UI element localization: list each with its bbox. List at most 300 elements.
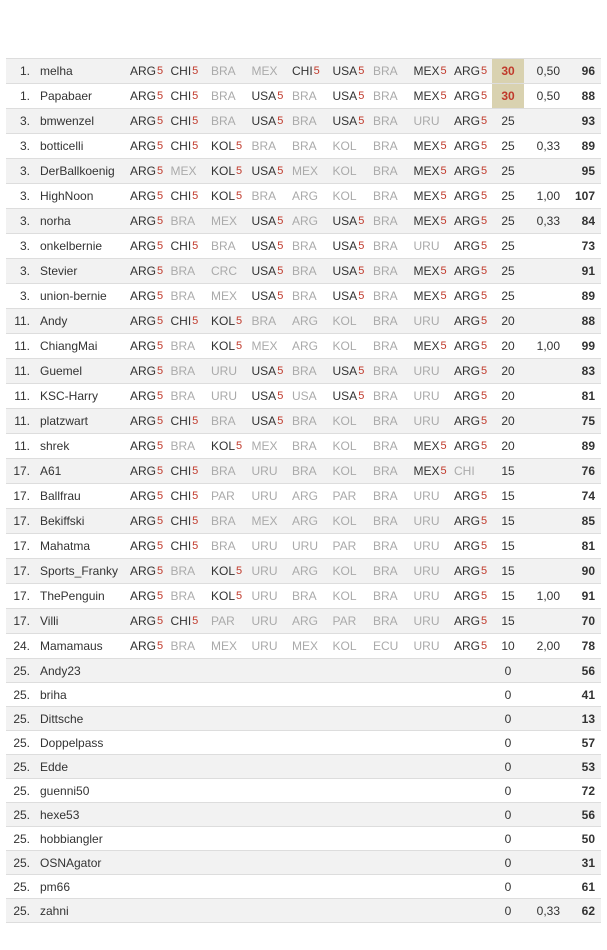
tip-cell: ARG 5 xyxy=(454,189,488,203)
tip-team: USA xyxy=(292,389,317,403)
tip-team: MEX xyxy=(211,639,238,653)
tip-cell xyxy=(171,384,211,408)
player-name-link[interactable]: botticelli xyxy=(40,139,84,153)
player-name-link[interactable]: onkelbernie xyxy=(40,239,103,253)
tip-cell: ARG 5 xyxy=(130,114,164,128)
tip-cell: USA 5 xyxy=(332,114,365,128)
points-cell: 20 xyxy=(501,364,515,378)
points-cell: 20 xyxy=(501,314,515,328)
tip-cell: USA 5 xyxy=(251,239,284,253)
bonus-cell xyxy=(532,827,560,850)
bonus-cell: 1,00 xyxy=(536,339,560,353)
tip-cell xyxy=(373,234,413,258)
tip-cell: ARG 5 xyxy=(454,439,488,453)
table-row xyxy=(6,209,601,234)
tip-cell: ARG 5 xyxy=(130,514,164,528)
tip-team: CHI xyxy=(170,414,192,428)
tip-team: BRA xyxy=(211,539,236,553)
tip-team: USA xyxy=(332,239,358,253)
table-row xyxy=(6,84,601,109)
points-cell: 15 xyxy=(501,514,515,528)
player-name-link[interactable]: Villi xyxy=(40,614,59,628)
player-name-link[interactable]: union-bernie xyxy=(40,289,107,303)
total-cell: 74 xyxy=(581,489,595,503)
tip-cell xyxy=(373,384,413,408)
points-cell: 0 xyxy=(504,711,512,726)
bonus-cell xyxy=(532,359,560,383)
tip-team: BRA xyxy=(292,364,317,378)
tip-cell xyxy=(414,359,454,383)
tip-team: BRA xyxy=(211,414,236,428)
total-cell: 89 xyxy=(581,139,595,153)
tip-team: URU xyxy=(413,114,440,128)
tip-cell xyxy=(252,559,292,583)
total-cell: 61 xyxy=(581,879,595,894)
player-name-link[interactable]: platzwart xyxy=(40,414,89,428)
tip-cell: USA 5 xyxy=(332,64,365,78)
rank-cell: 3. xyxy=(19,164,30,178)
tip-cell: CHI 5 xyxy=(170,514,199,528)
bonus-cell xyxy=(532,159,560,183)
tip-team: MEX xyxy=(413,289,440,303)
tip-team: CHI xyxy=(170,614,192,628)
tip-team: ARG xyxy=(292,314,319,328)
tip-cell: CHI 5 xyxy=(170,489,199,503)
tip-team: URU xyxy=(413,414,440,428)
tip-team: MEX xyxy=(413,464,440,478)
tip-team: ARG xyxy=(454,564,481,578)
tip-cell xyxy=(292,134,332,158)
tip-cell xyxy=(333,584,373,608)
tip-cell xyxy=(292,584,332,608)
tip-cell xyxy=(252,534,292,558)
total-cell: 70 xyxy=(581,614,595,628)
tip-cell xyxy=(414,509,454,533)
points-cell: 25 xyxy=(501,239,515,253)
tip-cell xyxy=(292,309,332,333)
player-name-link[interactable]: Sports_Franky xyxy=(40,564,119,578)
tip-team: BRA xyxy=(170,589,196,603)
tip-team: BRA xyxy=(170,289,196,303)
tip-team: CHI xyxy=(170,489,192,503)
player-name-link[interactable]: bmwenzel xyxy=(40,114,95,128)
tip-team: MEX xyxy=(413,439,440,453)
tip-cell xyxy=(292,184,332,208)
player-name-link[interactable]: zahni xyxy=(40,903,69,918)
tip-cell: KOL 5 xyxy=(211,564,243,578)
player-name-link[interactable]: Andy xyxy=(40,314,68,328)
total-cell: 75 xyxy=(581,414,595,428)
tip-team: ARG xyxy=(454,189,481,203)
tip-cell: CHI 5 xyxy=(170,464,199,478)
table-row xyxy=(6,609,601,634)
tip-team: ARG xyxy=(454,264,481,278)
tip-cell: ARG 5 xyxy=(454,139,488,153)
rank-cell: 11. xyxy=(14,439,30,453)
tip-team: KOL xyxy=(332,189,357,203)
tip-cell xyxy=(211,609,251,633)
tip-cell xyxy=(373,284,413,308)
tip-cell xyxy=(252,484,292,508)
rank-cell: 25. xyxy=(13,735,30,750)
tip-team: PAR xyxy=(211,489,235,503)
tip-cell xyxy=(171,359,211,383)
bonus-cell xyxy=(532,875,560,898)
tip-team: MEX xyxy=(413,264,440,278)
tip-cell xyxy=(414,484,454,508)
tip-cell: USA 5 xyxy=(332,89,365,103)
tip-cell: CHI 5 xyxy=(170,114,199,128)
tip-team: ARG xyxy=(130,514,157,528)
tip-cell xyxy=(333,309,373,333)
tip-cell: ARG 5 xyxy=(454,114,488,128)
tip-cell: ARG 5 xyxy=(130,214,164,228)
tip-cell: USA 5 xyxy=(251,214,284,228)
player-name-link[interactable]: Ballfrau xyxy=(40,489,81,503)
tip-team: ARG xyxy=(454,289,481,303)
tip-team: ARG xyxy=(130,464,157,478)
tip-team: BRA xyxy=(292,439,317,453)
rank-cell: 25. xyxy=(13,687,30,702)
tip-team: ARG xyxy=(130,414,157,428)
total-cell: 91 xyxy=(581,589,595,603)
tip-team: ARG xyxy=(130,64,157,78)
rank-cell: 25. xyxy=(13,879,30,894)
tip-team: MEX xyxy=(413,89,440,103)
total-cell: 62 xyxy=(581,903,595,918)
tip-team: KOL xyxy=(332,589,357,603)
rank-cell: 25. xyxy=(13,783,30,798)
tip-cell xyxy=(373,509,413,533)
tip-cell: ARG 5 xyxy=(130,64,164,78)
table-row xyxy=(6,234,601,259)
tip-cell xyxy=(373,584,413,608)
tip-team: BRA xyxy=(170,439,196,453)
bonus-cell xyxy=(532,434,560,458)
tip-cell xyxy=(333,159,373,183)
tip-cell: ARG 5 xyxy=(454,264,488,278)
rank-cell: 11. xyxy=(14,414,30,428)
tip-team: URU xyxy=(413,589,440,603)
tip-team: MEX xyxy=(251,439,278,453)
rank-cell: 3. xyxy=(19,189,30,203)
total-cell: 88 xyxy=(581,314,595,328)
tip-team: BRA xyxy=(373,214,398,228)
table-row xyxy=(6,334,601,359)
tip-cell: ARG 5 xyxy=(454,214,488,228)
tip-team: KOL xyxy=(332,514,357,528)
tip-cell xyxy=(211,109,251,133)
tip-team: ARG xyxy=(292,564,319,578)
rank-cell: 3. xyxy=(19,114,30,128)
player-name-link[interactable]: HighNoon xyxy=(40,189,94,203)
tip-cell xyxy=(211,534,251,558)
tip-cell: USA 5 xyxy=(332,264,365,278)
tip-cell xyxy=(252,584,292,608)
player-name-link[interactable]: OSNAgator xyxy=(40,855,102,870)
tip-cell: ARG 5 xyxy=(454,639,488,653)
bonus-cell: 0,33 xyxy=(536,139,560,153)
tip-cell: USA 5 xyxy=(332,364,365,378)
total-cell: 53 xyxy=(581,759,595,774)
player-name-link[interactable]: Bekiffski xyxy=(40,514,85,528)
tip-cell xyxy=(373,484,413,508)
tip-team: USA xyxy=(251,414,277,428)
total-cell: 83 xyxy=(581,364,595,378)
tip-team: KOL xyxy=(211,314,236,328)
tip-team: USA xyxy=(332,389,358,403)
points-cell: 25 xyxy=(501,189,515,203)
player-name-link[interactable]: Guemel xyxy=(40,364,83,378)
tip-team: CHI xyxy=(170,89,192,103)
rank-cell: 25. xyxy=(13,831,30,846)
tip-team: USA xyxy=(332,364,358,378)
tip-team: ARG xyxy=(130,214,157,228)
tip-team: MEX xyxy=(292,639,319,653)
table-row xyxy=(6,259,601,284)
tip-cell: ARG 5 xyxy=(454,364,488,378)
tip-team: MEX xyxy=(251,64,278,78)
table-row xyxy=(6,779,601,803)
tip-cell xyxy=(333,509,373,533)
table-row xyxy=(6,634,601,659)
tip-team: ARG xyxy=(454,389,481,403)
tip-team: ARG xyxy=(292,339,319,353)
rank-cell: 17. xyxy=(13,589,30,603)
table-row xyxy=(6,559,601,584)
tip-team: ECU xyxy=(373,639,399,653)
tip-cell: MEX 5 xyxy=(413,339,447,353)
tip-cell xyxy=(292,84,332,108)
table-row xyxy=(6,875,601,899)
player-name-link[interactable]: hexe53 xyxy=(40,807,80,822)
tip-team: URU xyxy=(251,539,278,553)
table-row xyxy=(6,707,601,731)
rank-cell: 17. xyxy=(13,539,30,553)
tip-cell xyxy=(252,459,292,483)
tip-cell: ARG 5 xyxy=(130,314,164,328)
tip-cell: CHI 5 xyxy=(170,139,199,153)
tip-team: USA xyxy=(332,214,358,228)
rank-cell: 25. xyxy=(13,663,30,678)
points-cell: 25 xyxy=(501,264,515,278)
total-cell: 93 xyxy=(581,114,595,128)
player-name-link[interactable]: ThePenguin xyxy=(40,589,105,603)
tip-cell xyxy=(252,184,292,208)
tip-team: ARG xyxy=(130,189,157,203)
tip-team: ARG xyxy=(130,139,157,153)
tip-cell xyxy=(414,234,454,258)
tip-cell: MEX 5 xyxy=(413,214,447,228)
tip-cell: USA 5 xyxy=(251,164,284,178)
tip-team: BRA xyxy=(251,314,277,328)
tip-team: ARG xyxy=(292,614,319,628)
total-cell: 81 xyxy=(581,539,595,553)
tip-cell: USA 5 xyxy=(332,214,365,228)
tip-team: ARG xyxy=(454,314,481,328)
player-name-link[interactable]: Papabaer xyxy=(40,89,93,103)
bonus-cell: 0,33 xyxy=(536,903,560,918)
tip-cell: ARG 5 xyxy=(130,439,164,453)
tip-cell: MEX 5 xyxy=(413,89,447,103)
bonus-cell xyxy=(532,803,560,826)
tip-cell xyxy=(414,409,454,433)
player-name-link[interactable]: norha xyxy=(40,214,71,228)
tip-cell: USA 5 xyxy=(332,389,365,403)
tip-team: BRA xyxy=(373,414,398,428)
tip-cell: USA 5 xyxy=(251,289,284,303)
tip-cell: ARG 5 xyxy=(130,564,164,578)
tip-cell xyxy=(252,634,292,658)
tip-team: ARG xyxy=(454,639,481,653)
tip-team: URU xyxy=(413,564,440,578)
bonus-cell xyxy=(532,779,560,802)
bonus-cell xyxy=(532,259,560,283)
tip-cell xyxy=(171,284,211,308)
player-name-link[interactable]: Mamamaus xyxy=(40,639,103,653)
tip-cell xyxy=(292,634,332,658)
tip-team: URU xyxy=(413,489,440,503)
player-name-link[interactable]: shrek xyxy=(40,439,70,453)
player-name-link[interactable]: guenni50 xyxy=(40,783,90,798)
tip-team: BRA xyxy=(251,139,277,153)
tip-cell: CHI 5 xyxy=(170,189,199,203)
tip-cell xyxy=(373,534,413,558)
player-name-link[interactable]: briha xyxy=(40,687,67,702)
tip-cell xyxy=(211,284,251,308)
table-row xyxy=(6,309,601,334)
rank-cell: 11. xyxy=(14,339,30,353)
tip-team: ARG xyxy=(130,164,157,178)
tip-cell: ARG 5 xyxy=(454,414,488,428)
bonus-cell xyxy=(532,851,560,874)
points-cell: 25 xyxy=(501,114,515,128)
tip-cell: ARG 5 xyxy=(454,164,488,178)
tip-team: ARG xyxy=(454,89,481,103)
tip-team: BRA xyxy=(292,464,317,478)
tip-team: URU xyxy=(413,639,440,653)
tip-cell xyxy=(373,609,413,633)
player-name-link[interactable]: ChiangMai xyxy=(40,339,98,353)
tip-cell xyxy=(373,59,413,83)
total-cell: 13 xyxy=(581,711,595,726)
tip-cell xyxy=(414,109,454,133)
player-name-link[interactable]: DerBallkoenig xyxy=(40,164,115,178)
tip-team: ARG xyxy=(454,139,481,153)
tip-cell: ARG 5 xyxy=(130,289,164,303)
tip-cell: USA 5 xyxy=(251,364,284,378)
tip-cell: CHI 5 xyxy=(170,64,199,78)
tip-team: URU xyxy=(251,639,278,653)
tip-cell: ARG 5 xyxy=(130,639,164,653)
points-cell: 15 xyxy=(501,589,515,603)
points-cell: 30 xyxy=(492,59,524,83)
player-name-link[interactable]: KSC-Harry xyxy=(40,389,99,403)
player-name-link[interactable]: Edde xyxy=(40,759,69,774)
tip-cell: MEX 5 xyxy=(413,189,447,203)
player-name-link[interactable]: Stevier xyxy=(40,264,78,278)
tip-team: MEX xyxy=(413,139,440,153)
player-name-link[interactable]: melha xyxy=(40,64,73,78)
table-row xyxy=(6,359,601,384)
tip-cell xyxy=(373,559,413,583)
bonus-cell xyxy=(532,459,560,483)
tip-cell: ARG 5 xyxy=(454,589,488,603)
tip-team: USA xyxy=(332,114,358,128)
table-row xyxy=(6,899,601,923)
tip-team: CHI xyxy=(170,239,192,253)
tip-team: KOL xyxy=(332,164,357,178)
tip-team: USA xyxy=(332,289,358,303)
player-name-link[interactable]: Mahatma xyxy=(40,539,91,553)
rank-cell: 25. xyxy=(13,807,30,822)
player-name-link[interactable]: pm66 xyxy=(40,879,71,894)
tip-cell xyxy=(211,84,251,108)
tip-cell xyxy=(292,534,332,558)
tip-cell xyxy=(373,334,413,358)
tip-cell: USA 5 xyxy=(251,89,284,103)
tip-team: USA xyxy=(251,239,277,253)
tip-team: URU xyxy=(413,239,440,253)
player-name-link[interactable]: A61 xyxy=(40,464,62,478)
tip-team: ARG xyxy=(130,339,157,353)
tip-cell xyxy=(414,634,454,658)
tip-team: MEX xyxy=(251,514,278,528)
tip-cell xyxy=(414,584,454,608)
player-name-link[interactable]: Andy23 xyxy=(40,663,81,678)
tip-cell xyxy=(211,59,251,83)
tip-cell: ARG 5 xyxy=(130,139,164,153)
player-name-link[interactable]: Dittsche xyxy=(40,711,84,726)
tip-team: BRA xyxy=(170,639,196,653)
tip-team: MEX xyxy=(211,289,238,303)
tip-team: ARG xyxy=(454,214,481,228)
tip-team: USA xyxy=(332,89,358,103)
tip-team: ARG xyxy=(130,539,157,553)
tip-team: ARG xyxy=(454,239,481,253)
rank-cell: 3. xyxy=(19,264,30,278)
tip-team: KOL xyxy=(332,139,357,153)
points-cell: 0 xyxy=(504,903,512,918)
tip-team: ARG xyxy=(454,614,481,628)
player-name-link[interactable]: Doppelpass xyxy=(40,735,104,750)
tip-team: USA xyxy=(251,89,277,103)
points-cell: 0 xyxy=(504,879,512,894)
tip-cell xyxy=(414,384,454,408)
tip-cell xyxy=(333,184,373,208)
tip-team: BRA xyxy=(170,564,196,578)
tip-team: KOL xyxy=(332,439,357,453)
tip-team: BRA xyxy=(292,414,317,428)
tip-team: USA xyxy=(251,114,277,128)
tip-team: KOL xyxy=(211,564,236,578)
points-cell: 25 xyxy=(501,289,515,303)
tip-cell xyxy=(414,534,454,558)
tip-cell: KOL 5 xyxy=(211,189,243,203)
tip-cell xyxy=(252,434,292,458)
player-name-link[interactable]: hobbiangler xyxy=(40,831,103,846)
tip-team: ARG xyxy=(454,164,481,178)
tip-team: BRA xyxy=(373,264,398,278)
tip-cell xyxy=(211,259,251,283)
tip-cell: ARG 5 xyxy=(130,89,164,103)
tip-team: ARG xyxy=(130,114,157,128)
tip-team: ARG xyxy=(130,439,157,453)
points-cell: 20 xyxy=(501,389,515,403)
tip-cell: KOL 5 xyxy=(211,439,243,453)
rank-cell: 17. xyxy=(13,564,30,578)
tip-cell: MEX 5 xyxy=(413,289,447,303)
